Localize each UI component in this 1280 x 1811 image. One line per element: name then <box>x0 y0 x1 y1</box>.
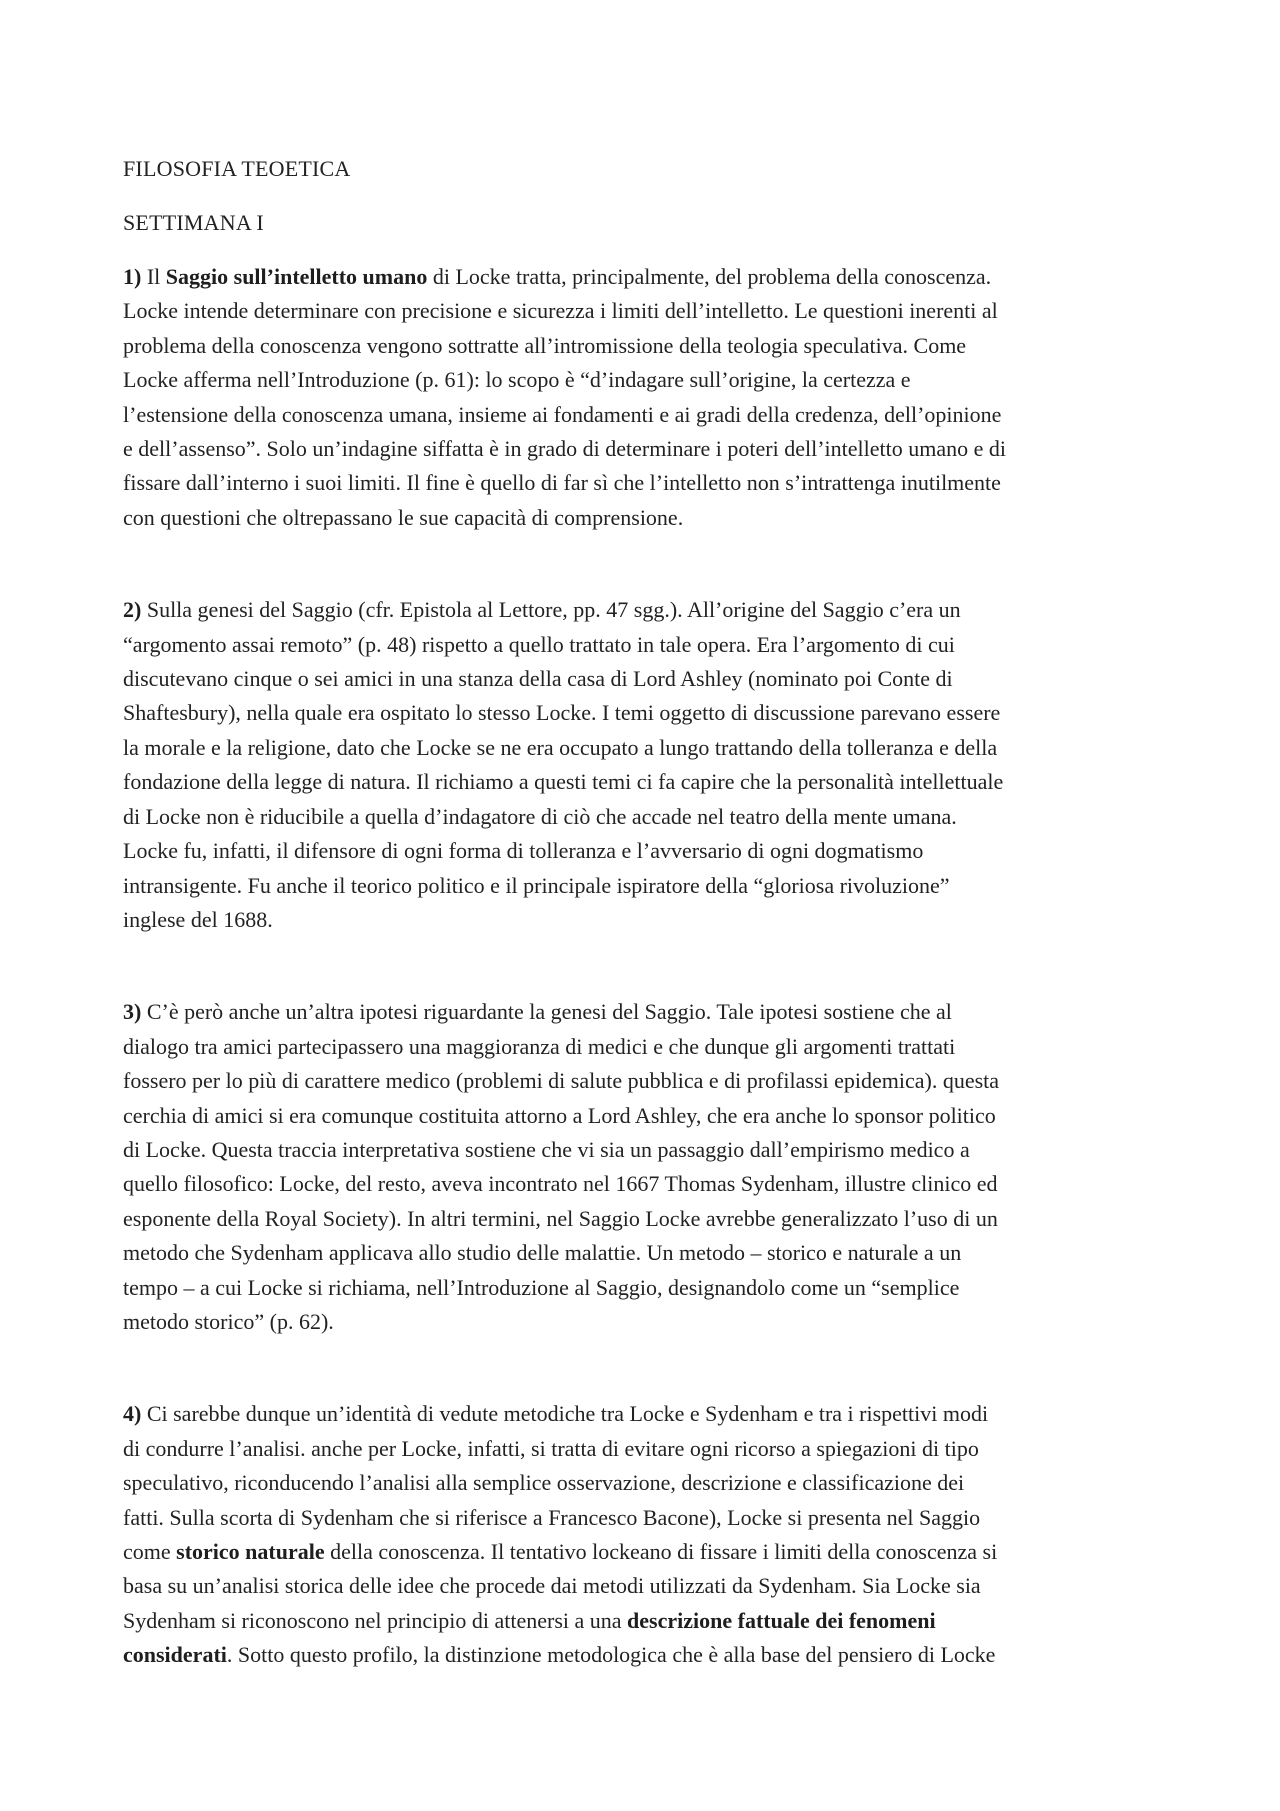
paragraph-line <box>123 593 1220 627</box>
text-run: Il <box>141 264 166 289</box>
paragraph-line: con questioni che oltrepassano le sue capacità di comprensione. <box>123 504 684 530</box>
paragraph-line <box>123 995 1220 1029</box>
paragraph-line: Locke intende determinare con precisione e sicurezza i limiti dell’intelletto. Le questioni inerenti al <box>123 298 998 324</box>
paragraph-line: Locke fu, infatti, il difensore di ogni forma di tolleranza e l’avversario di ogni dogmatismo <box>123 838 924 864</box>
paragraph-3 <box>123 995 1220 1339</box>
paragraph-line: basa su un’analisi storica delle idee che procede dai metodi utilizzati da Sydenham. Sia Locke sia <box>123 1573 981 1599</box>
paragraph-line: metodo storico” (p. 62). <box>123 1308 334 1334</box>
paragraph-line: Locke afferma nell’Introduzione (p. 61): lo scopo è “d’indagare sull’origine, la certezza e <box>123 367 911 393</box>
paragraph-2 <box>123 593 1220 937</box>
week-heading: SETTIMANA I <box>123 210 264 235</box>
paragraph-line: l’estensione della conoscenza umana, insieme ai fondamenti e ai gradi della credenza, dell’opinione <box>123 401 1002 427</box>
paragraph-line: problema della conoscenza vengono sottratte all’intromissione della teologia speculativa. Come <box>123 332 967 358</box>
text-run: C’è però anche un’altra ipotesi riguardante la genesi del Saggio. Tale ipotesi sostiene che al <box>141 999 952 1025</box>
paragraph-line: discutevano cinque o sei amici in una stanza della casa di Lord Ashley (nominato poi Conte di <box>123 666 953 692</box>
paragraph-line <box>123 260 1220 294</box>
document-title: FILOSOFIA TEOETICA <box>123 156 351 181</box>
paragraph-line: Shaftesbury), nella quale era ospitato lo stesso Locke. I temi oggetto di discussione parevano essere <box>123 700 1001 726</box>
bold-term: storico naturale <box>176 1539 325 1564</box>
bold-term: considerati <box>123 1642 227 1668</box>
paragraph-number: 1) <box>123 264 142 289</box>
paragraph-line: speculativo, riconducendo l’analisi alla semplice osservazione, descrizione e classificazione dei <box>123 1470 965 1496</box>
paragraph-line <box>123 1397 1220 1431</box>
paragraph-line: inglese del 1688. <box>123 906 273 932</box>
paragraph-number: 2) <box>123 597 142 623</box>
paragraph-line: fatti. Sulla scorta di Sydenham che si riferisce a Francesco Bacone), Locke si presenta nel Saggio <box>123 1504 981 1530</box>
paragraph-line: fossero per lo più di carattere medico (problemi di salute pubblica e di profilassi epidemica). questa <box>123 1068 1000 1094</box>
paragraph-line: fissare dall’interno i suoi limiti. Il fine è quello di far sì che l’intelletto non s’intrattenga inutilmente <box>123 470 1001 496</box>
paragraph-line: intransigente. Fu anche il teorico politico e il principale ispiratore della “gloriosa rivoluzione” <box>123 872 950 898</box>
paragraph-line: “argomento assai remoto” (p. 48) rispetto a quello trattato in tale opera. Era l’argomento di cui <box>123 631 955 657</box>
paragraph-line <box>123 1604 1220 1638</box>
paragraph-line: e dell’assenso”. Solo un’indagine siffatta è in grado di determinare i poteri dell’intelletto umano e di <box>123 436 1006 462</box>
paragraph-line: di Locke. Questa traccia interpretativa sostiene che vi sia un passaggio dall’empirismo medico a <box>123 1136 970 1162</box>
paragraph-line <box>123 1638 1220 1672</box>
paragraph-line: esponente della Royal Society). In altri termini, nel Saggio Locke avrebbe generalizzato l’uso di un <box>123 1205 998 1231</box>
paragraph-line: quello filosofico: Locke, del resto, aveva incontrato nel 1667 Thomas Sydenham, illustre clinico ed <box>123 1171 998 1197</box>
paragraph-4 <box>123 1397 1220 1672</box>
paragraph-line: cerchia di amici si era comunque costituita attorno a Lord Ashley, che era anche lo sponsor politico <box>123 1102 996 1128</box>
paragraph-number: 3) <box>123 999 142 1025</box>
text-run: Ci sarebbe dunque un’identità di vedute metodiche tra Locke e Sydenham e tra i rispettivi modi <box>141 1401 989 1427</box>
text-run: di Locke tratta, principalmente, del problema della conoscenza. <box>427 264 992 289</box>
paragraph-1 <box>123 260 1220 535</box>
paragraph-number: 4) <box>123 1401 142 1427</box>
text-run: come <box>123 1539 177 1564</box>
text-run: Sydenham si riconoscono nel principio di attenersi a una <box>123 1607 628 1633</box>
paragraph-line: di condurre l’analisi. anche per Locke, infatti, si tratta di evitare ogni ricorso a spiegazioni di tipo <box>123 1435 979 1461</box>
text-run: . Sotto questo profilo, la distinzione metodologica che è alla base del pensiero di Locke <box>226 1642 996 1668</box>
bold-term: descrizione fattuale dei fenomeni <box>627 1607 936 1633</box>
bold-term: Saggio sull’intelletto umano <box>165 264 428 289</box>
paragraph-line: metodo che Sydenham applicava allo studio delle malattie. Un metodo – storico e naturale a un <box>123 1240 962 1266</box>
paragraph-line: di Locke non è riducibile a quella d’indagatore di ciò che accade nel teatro della mente umana. <box>123 803 957 829</box>
paragraph-line: tempo – a cui Locke si richiama, nell’Introduzione al Saggio, designandolo come un “semplice <box>123 1274 960 1300</box>
paragraph-line: dialogo tra amici partecipassero una maggioranza di medici e che dunque gli argomenti trattati <box>123 1033 956 1059</box>
paragraph-line: la morale e la religione, dato che Locke se ne era occupato a lungo trattando della tolleranza e della <box>123 734 998 760</box>
text-run: Sulla genesi del Saggio (cfr. Epistola al Lettore, pp. 47 sgg.). All’origine del Saggio c’era un <box>141 597 961 623</box>
paragraph-line: fondazione della legge di natura. Il richiamo a questi temi ci fa capire che la personalità intellettuale <box>123 769 1004 795</box>
paragraph-line <box>123 1535 1220 1569</box>
text-run: della conoscenza. Il tentativo lockeano di fissare i limiti della conoscenza si <box>324 1539 998 1564</box>
